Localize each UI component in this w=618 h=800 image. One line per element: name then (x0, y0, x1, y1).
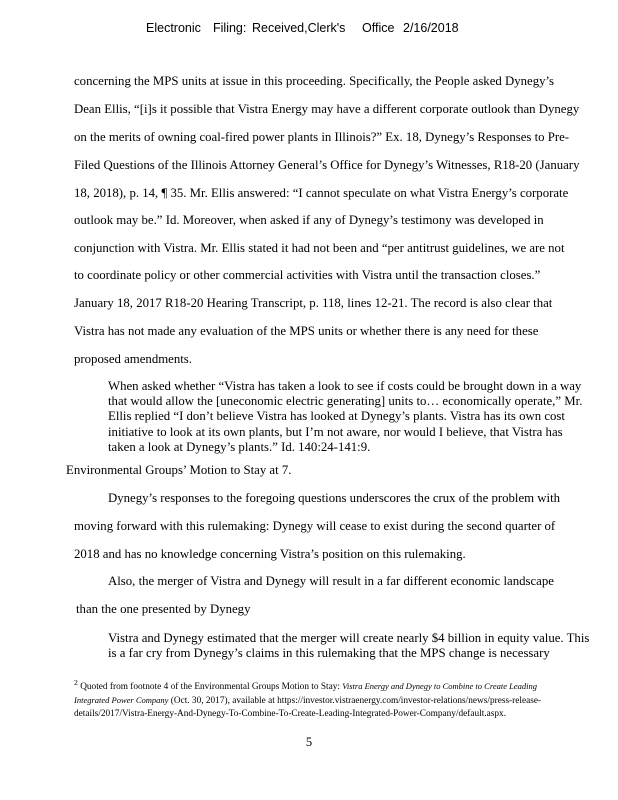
paragraph-line: moving forward with this rulemaking: Dynegy will cease to exist during the second quarter of (74, 519, 556, 533)
body-line: concerning the MPS units at issue in this proceeding. Specifically, the People asked Dynegy’s (74, 74, 555, 88)
body-line: on the merits of owning coal-fired power plants in Illinois?” Ex. 18, Dynegy’s Responses to Pre- (74, 130, 570, 144)
header-electronic: Electronic (146, 21, 201, 35)
footnote-rest: (Oct. 30, 2017), available at https://investor.vistraenergy.com/investor-relations/news/press-release-details/2017/Vistra-Energy-And-Dynegy-To-Combine-To-Create-Leading-Integrated-Power-Company/default.aspx. (74, 696, 542, 720)
footnote-lead: Quoted from footnote 4 of the Environmental Groups Motion to Stay: (77, 682, 343, 693)
citation-line: Environmental Groups’ Motion to Stay at 7. (66, 463, 292, 477)
block-quote: When asked whether “Vistra has taken a look to see if costs could be brought down in a way that would allow the [uneconomic electric generating] units to… economically operate,” Mr. Ellis replied “I don’t believe Vistra has looked at Dynegy’s plants. Vistra has its own cost initiative to look at its own plants, but I’m not aware, nor would I believe, that Vistra has taken a look at Dynegy’s plants.” Id. 140:24-141:9. (108, 379, 583, 454)
body-line: Dean Ellis, “[i]s it possible that Vistra Energy may have a different corporate outlook than Dynegy (74, 102, 580, 116)
footnote-marker: 2 (74, 678, 78, 687)
body-line: Filed Questions of the Illinois Attorney General’s Office for Dynegy’s Witnesses, R18-20 (January (74, 158, 580, 172)
header-filing: Filing: (213, 21, 247, 35)
paragraph-line: Dynegy’s responses to the foregoing questions underscores the crux of the problem with (108, 491, 561, 505)
header-office: Office (362, 21, 395, 35)
page-number: 5 (305, 735, 313, 749)
body-line: conjunction with Vistra. Mr. Ellis stated it had not been and “per antitrust guidelines, we are not (74, 241, 565, 255)
header-date: 2/16/2018 (403, 21, 459, 35)
body-line: outlook may be.” Id. Moreover, when asked if any of Dynegy’s testimony was developed in (74, 213, 544, 227)
header-received: Received,Clerk's (252, 21, 346, 35)
footnote-title: Vistra Energy and Dynegy to Combine to Create Leading Integrated Power Company (74, 681, 537, 706)
paragraph-line: than the one presented by Dynegy (76, 602, 251, 616)
body-line: to coordinate policy or other commercial activities with Vistra until the transaction closes.” (74, 268, 541, 282)
paragraph-line: 2018 and has no knowledge concerning Vistra’s position on this rulemaking. (74, 547, 466, 561)
body-line: 18, 2018), p. 14, ¶ 35. Mr. Ellis answered: “I cannot speculate on what Vistra Energy’s corporate (74, 186, 569, 200)
body-line: proposed amendments. (74, 352, 192, 366)
body-line: Vistra has not made any evaluation of the MPS units or whether there is any need for these (74, 324, 539, 338)
body-line: January 18, 2017 R18-20 Hearing Transcript, p. 118, lines 12-21. The record is also clear that (74, 296, 553, 310)
paragraph-line: Also, the merger of Vistra and Dynegy will result in a far different economic landscape (108, 574, 554, 588)
footnote (74, 676, 574, 721)
block-quote-2: Vistra and Dynegy estimated that the merger will create nearly $4 billion in equity value. This is a far cry from Dynegy’s claims in this rulemaking that the MPS change is necessary (108, 631, 590, 661)
